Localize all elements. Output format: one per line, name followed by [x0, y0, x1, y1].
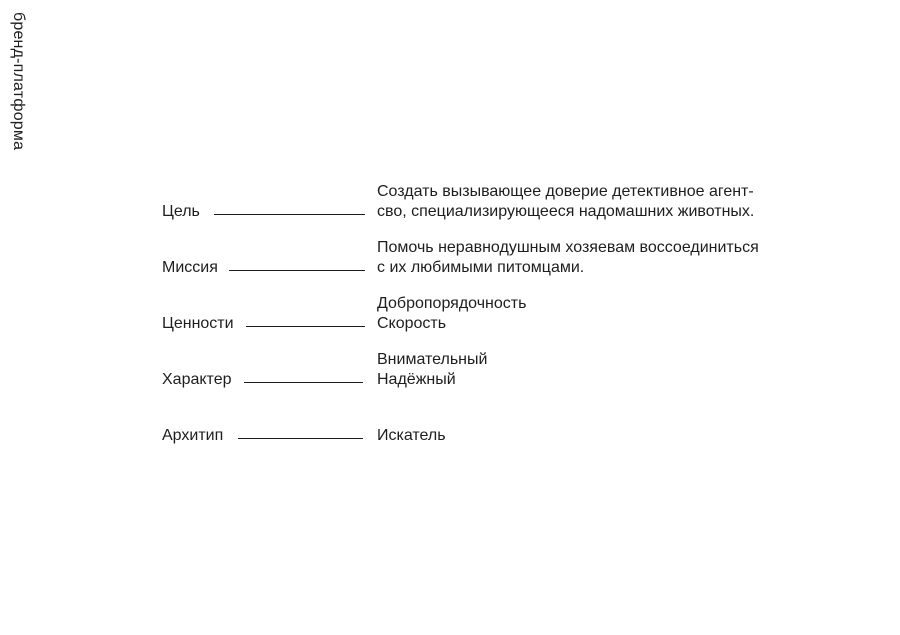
leader-line-values: [246, 326, 365, 327]
value-line: Скорость: [377, 315, 447, 332]
row-archetype: [162, 426, 802, 486]
value-line: Надёжный: [377, 371, 456, 388]
row-label-archetype: Архитип: [162, 427, 224, 444]
value-line: с их любимыми питомцами.: [377, 259, 585, 276]
leader-line-goal: [214, 214, 365, 215]
row-values: [162, 294, 802, 354]
value-line: Помочь неравнодушным хозяевам воссоединиться: [377, 239, 759, 256]
row-goal: [162, 182, 802, 242]
row-mission: [162, 238, 802, 298]
value-line: Искатель: [377, 427, 446, 444]
row-label-character: Характер: [162, 371, 232, 388]
leader-line-archetype: [238, 438, 363, 439]
value-line: Создать вызывающее доверие детективное агент-: [377, 183, 754, 200]
side-title: бренд-платформа: [10, 12, 27, 151]
value-line: Добропорядочность: [377, 295, 527, 312]
row-label-goal: Цель: [162, 203, 200, 220]
row-value-mission: [377, 238, 759, 278]
row-value-character: [377, 350, 487, 390]
row-character: [162, 350, 802, 410]
row-label-mission: Миссия: [162, 259, 218, 276]
row-value-goal: [377, 182, 754, 222]
row-label-values: Ценности: [162, 315, 234, 332]
value-line: Внимательный: [377, 351, 488, 368]
leader-line-mission: [229, 270, 365, 271]
row-value-values: [377, 294, 526, 334]
row-value-archetype: [377, 426, 446, 446]
value-line: сво, специализирующееся надомашних животных.: [377, 203, 755, 220]
leader-line-character: [244, 382, 363, 383]
